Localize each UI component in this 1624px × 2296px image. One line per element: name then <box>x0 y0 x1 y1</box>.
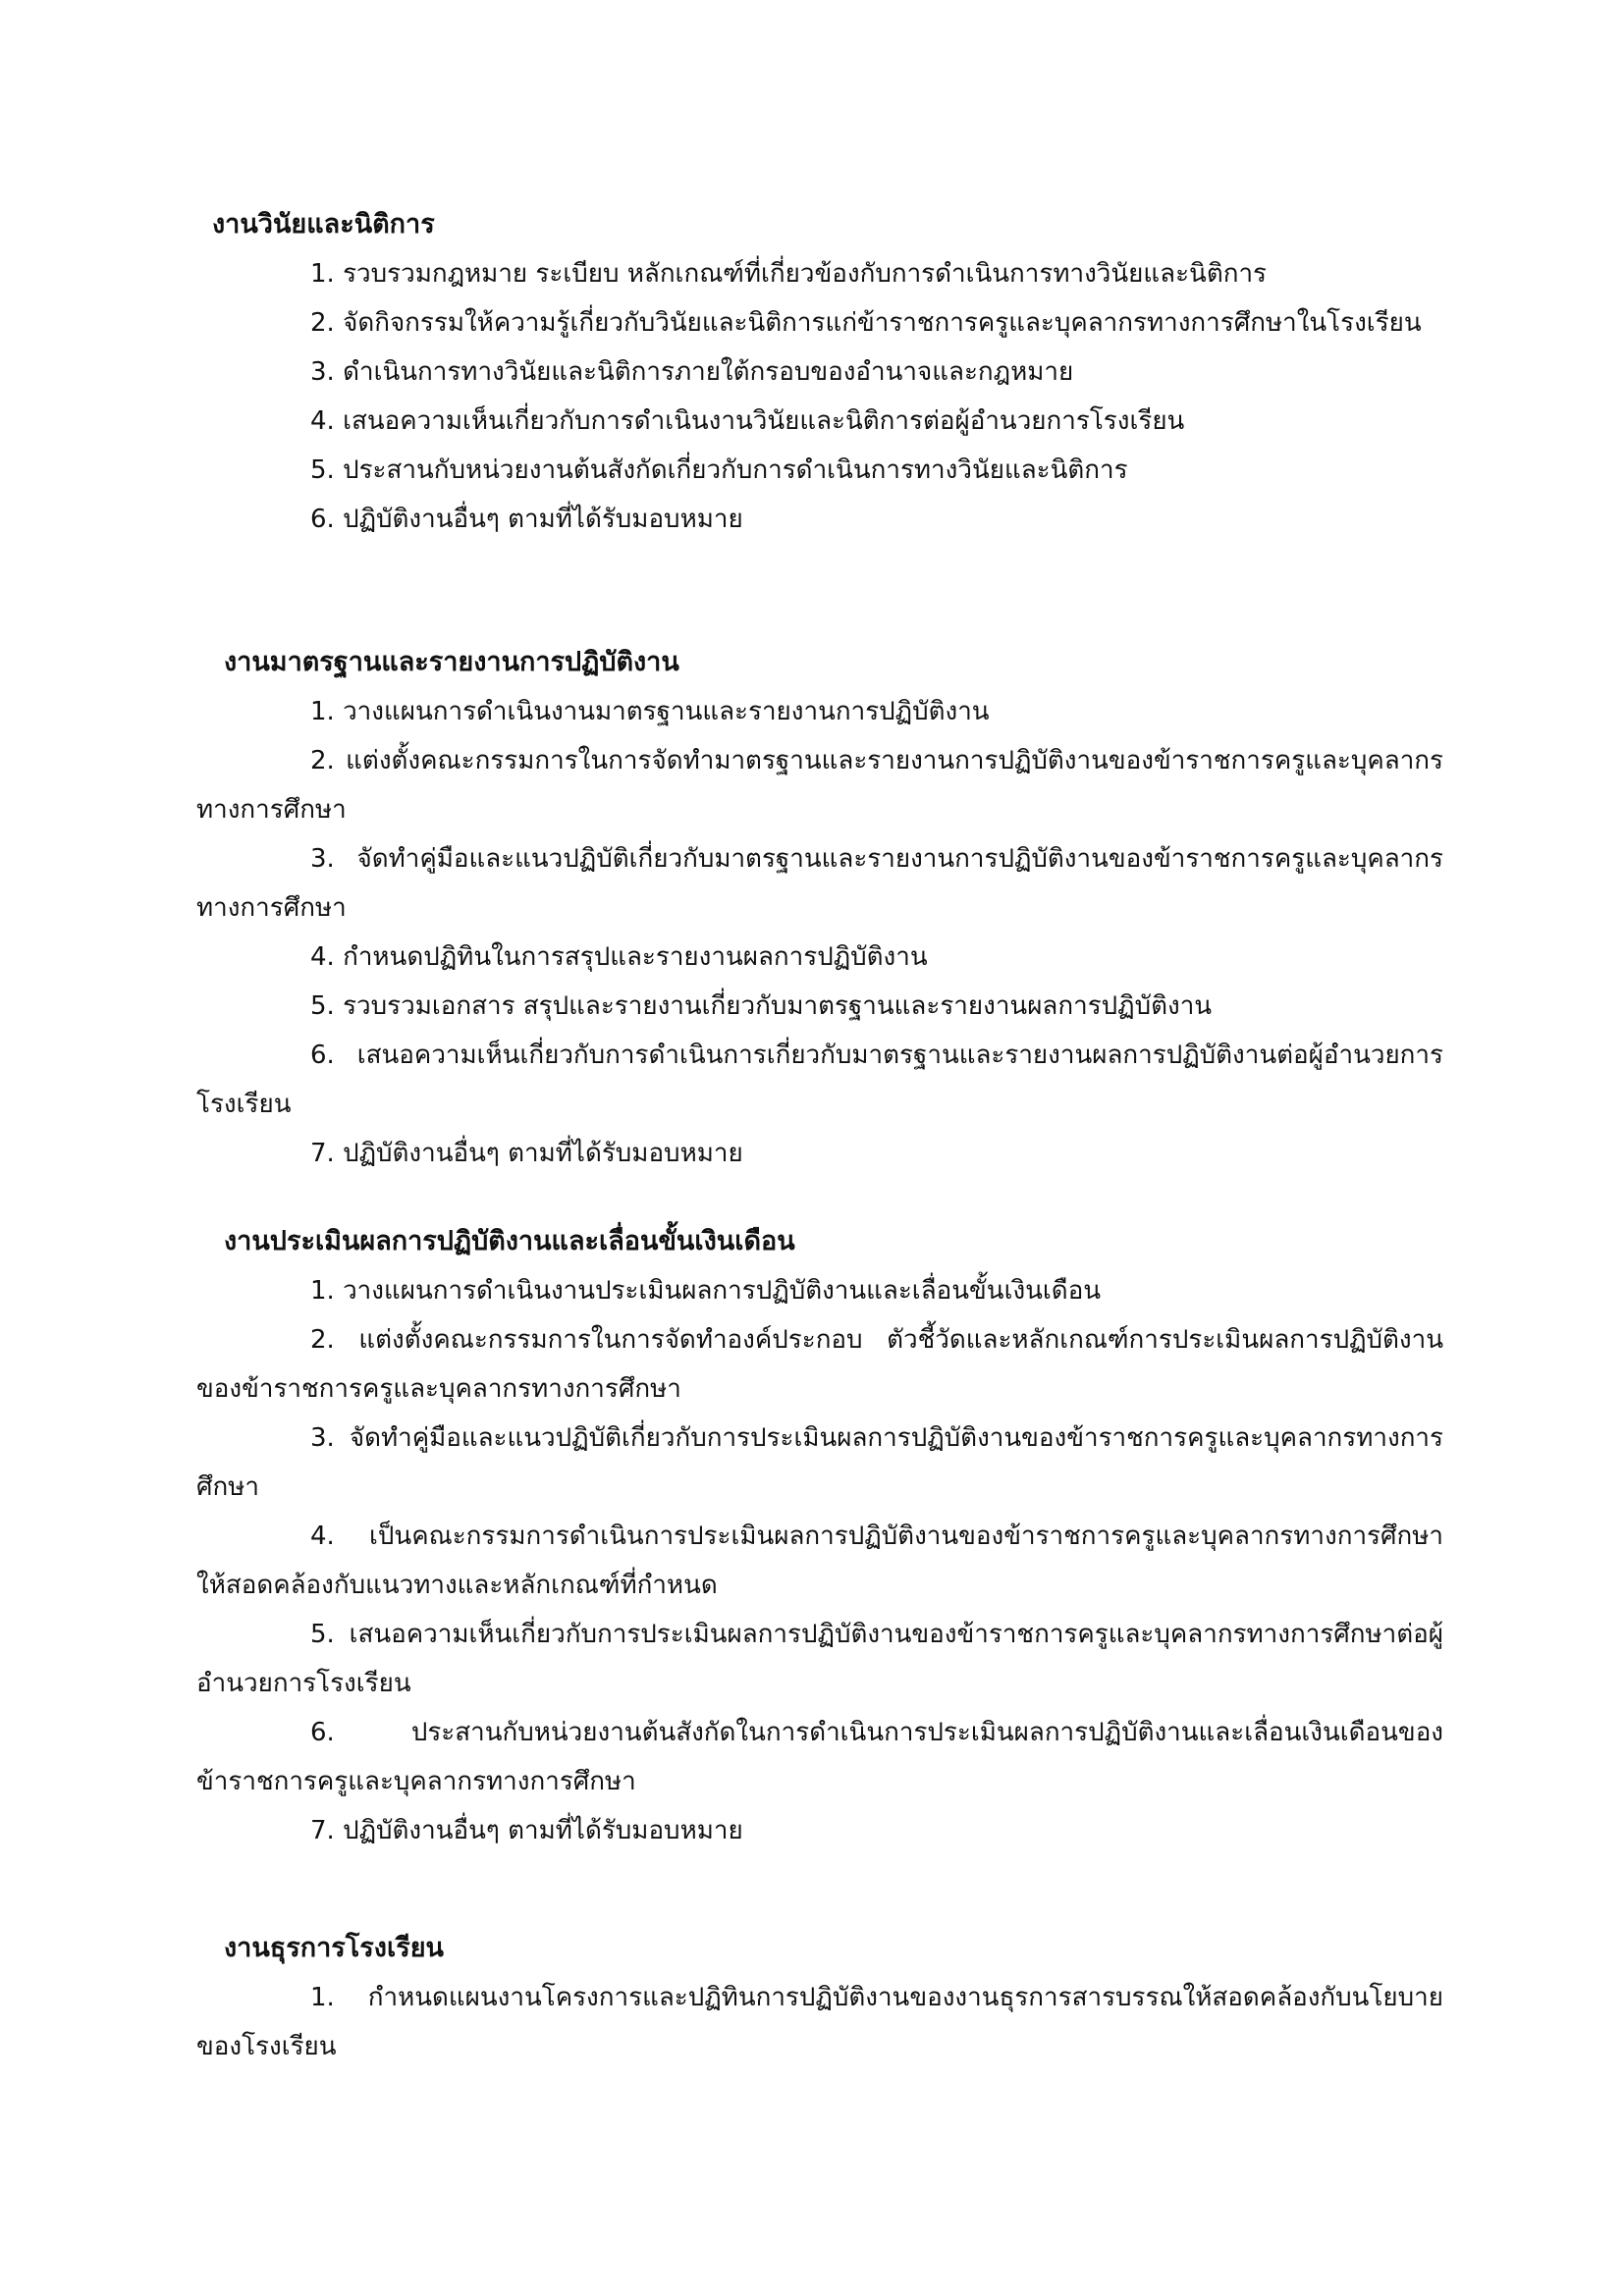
item-number: 6. <box>310 1718 335 1747</box>
list-item <box>196 446 1443 495</box>
item-number: 5. <box>310 1620 335 1649</box>
list-item <box>196 982 1443 1031</box>
item-number: 1. <box>310 697 335 726</box>
section-title: งานธุรการโรงเรียน <box>224 1933 444 1963</box>
item-text: เสนอความเห็นเกี่ยวกับการประเมินผลการปฏิบัติงานของข้าราชการครูและบุคลากรทางการศึกษาต่อผู้อำนวยการโรงเรียน <box>196 1620 1443 1698</box>
list-item <box>196 1610 1443 1708</box>
list-item <box>196 1708 1443 1806</box>
list-item <box>196 298 1443 347</box>
list-item <box>196 495 1443 544</box>
list-item <box>196 834 1443 933</box>
item-number: 7. <box>310 1139 335 1168</box>
section-standards-reporting <box>196 638 1443 1178</box>
item-number: 1. <box>310 1276 335 1306</box>
list-item <box>196 1512 1443 1610</box>
item-text: แต่งตั้งคณะกรรมการในการจัดทำมาตรฐานและรายงานการปฏิบัติงานของข้าราชการครูและบุคลากรทางการศึกษา <box>196 746 1443 825</box>
list-item <box>196 736 1443 834</box>
item-text: ประสานกับหน่วยงานต้นสังกัดในการดำเนินการประเมินผลการปฏิบัติงานและเลื่อนเงินเดือนของข้าราชการครูและบุคลากรทางการศึกษา <box>196 1718 1443 1796</box>
item-text: วางแผนการดำเนินงานประเมินผลการปฏิบัติงานและเลื่อนขั้นเงินเดือน <box>343 1276 1102 1306</box>
list-item <box>196 687 1443 736</box>
item-text: รวบรวมเอกสาร สรุปและรายงานเกี่ยวกับมาตรฐานและรายงานผลการปฏิบัติงาน <box>343 991 1213 1021</box>
list-item <box>196 1973 1443 2071</box>
item-text: กำหนดแผนงานโครงการและปฏิทินการปฏิบัติงานของงานธุรการสารบรรณให้สอดคล้องกับนโยบายของโรงเรียน <box>196 1983 1443 2061</box>
section-title: งานวินัยและนิติการ <box>212 209 435 240</box>
section-school-administration <box>196 1924 1443 2071</box>
item-number: 3. <box>310 357 335 387</box>
list-item <box>196 933 1443 982</box>
item-number: 1. <box>310 259 335 289</box>
item-text: จัดกิจกรรมให้ความรู้เกี่ยวกับวินัยและนิติการแก่ข้าราชการครูและบุคลากรทางการศึกษาในโรงเรียน <box>343 308 1422 338</box>
item-text: ปฏิบัติงานอื่นๆ ตามที่ได้รับมอบหมาย <box>343 1139 743 1168</box>
item-text: ปฏิบัติงานอื่นๆ ตามที่ได้รับมอบหมาย <box>343 505 743 534</box>
section-title: งานมาตรฐานและรายงานการปฏิบัติงาน <box>224 647 679 677</box>
list-item <box>196 1129 1443 1178</box>
list-item <box>196 1806 1443 1855</box>
item-number: 4. <box>310 942 335 972</box>
item-number: 4. <box>310 1522 335 1551</box>
item-number: 6. <box>310 1041 335 1070</box>
item-text: จัดทำคู่มือและแนวปฏิบัติเกี่ยวกับมาตรฐานและรายงานการปฏิบัติงานของข้าราชการครูและบุคลากรทางการศึกษา <box>196 844 1443 923</box>
item-number: 3. <box>310 1423 335 1453</box>
item-text: วางแผนการดำเนินงานมาตรฐานและรายงานการปฏิบัติงาน <box>343 697 990 726</box>
item-number: 2. <box>310 746 335 775</box>
item-number: 3. <box>310 844 335 874</box>
item-number: 5. <box>310 991 335 1021</box>
item-number: 5. <box>310 455 335 485</box>
list-item <box>196 347 1443 397</box>
item-number: 6. <box>310 505 335 534</box>
section-discipline-legal <box>196 200 1443 544</box>
item-text: รวบรวมกฎหมาย ระเบียบ หลักเกณฑ์ที่เกี่ยวข้องกับการดำเนินการทางวินัยและนิติการ <box>343 259 1268 289</box>
item-number: 4. <box>310 406 335 436</box>
section-title: งานประเมินผลการปฏิบัติงานและเลื่อนขั้นเงินเดือน <box>224 1226 795 1256</box>
item-text: เสนอความเห็นเกี่ยวกับการดำเนินการเกี่ยวกับมาตรฐานและรายงานผลการปฏิบัติงานต่อผู้อำนวยการโรงเรียน <box>196 1041 1443 1119</box>
item-text: แต่งตั้งคณะกรรมการในการจัดทำองค์ประกอบ ตัวชี้วัดและหลักเกณฑ์การประเมินผลการปฏิบัติงานของข้าราชการครูและบุคลากรทางการศึกษา <box>196 1325 1443 1404</box>
item-number: 1. <box>310 1983 335 2012</box>
item-text: เสนอความเห็นเกี่ยวกับการดำเนินงานวินัยและนิติการต่อผู้อำนวยการโรงเรียน <box>343 406 1185 436</box>
item-number: 2. <box>310 1325 335 1355</box>
list-item <box>196 1266 1443 1315</box>
item-text: ประสานกับหน่วยงานต้นสังกัดเกี่ยวกับการดำเนินการทางวินัยและนิติการ <box>343 455 1128 485</box>
section-performance-evaluation <box>196 1217 1443 1855</box>
item-text: ปฏิบัติงานอื่นๆ ตามที่ได้รับมอบหมาย <box>343 1816 743 1845</box>
list-item <box>196 1414 1443 1512</box>
item-text: เป็นคณะกรรมการดำเนินการประเมินผลการปฏิบัติงานของข้าราชการครูและบุคลากรทางการศึกษาให้สอดคล้องกับแนวทางและหลักเกณฑ์ที่กำหนด <box>196 1522 1443 1600</box>
item-text: จัดทำคู่มือและแนวปฏิบัติเกี่ยวกับการประเมินผลการปฏิบัติงานของข้าราชการครูและบุคลากรทางการศึกษา <box>196 1423 1443 1502</box>
item-text: ดำเนินการทางวินัยและนิติการภายใต้กรอบของอำนาจและกฎหมาย <box>343 357 1074 387</box>
list-item <box>196 249 1443 298</box>
list-item <box>196 397 1443 446</box>
item-number: 7. <box>310 1816 335 1845</box>
list-item <box>196 1031 1443 1129</box>
list-item <box>196 1315 1443 1414</box>
item-text: กำหนดปฏิทินในการสรุปและรายงานผลการปฏิบัติงาน <box>343 942 928 972</box>
item-number: 2. <box>310 308 335 338</box>
